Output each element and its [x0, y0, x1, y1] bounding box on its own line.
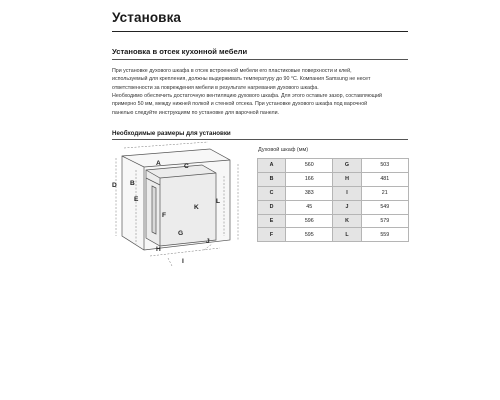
dimension-value: 596: [286, 214, 333, 228]
diagram-label: J: [206, 238, 210, 245]
paragraph-line: Необходимо обеспечить достаточную вентиляцию духового шкафа. Для этого оставьте зазор, составляющий: [112, 93, 383, 99]
table-row: [258, 172, 409, 186]
diagram-label: E: [134, 196, 139, 203]
table-row: [258, 159, 409, 173]
dimension-key: H: [333, 172, 361, 186]
dimension-key: J: [333, 200, 361, 214]
table-row: [258, 200, 409, 214]
paragraph-line: примерно 50 мм, между нижней полкой и стенкой отсека. При установке духового шкафа под варочной: [112, 101, 368, 108]
dimension-key: L: [333, 228, 361, 242]
paragraph-line: панелью следуйте инструкциям по установке для варочной панели.: [112, 109, 280, 116]
dimension-key: D: [258, 200, 286, 214]
table-row: [258, 214, 409, 228]
dimension-value: 595: [286, 228, 333, 242]
table-row: [258, 186, 409, 200]
diagram-label: K: [194, 204, 199, 211]
dimension-value: 549: [361, 200, 408, 214]
installation-diagram: [112, 140, 248, 270]
table-row: [258, 228, 409, 242]
oven-cabinet-drawing: [112, 140, 248, 270]
dimension-value: 503: [361, 159, 408, 173]
subsection-title: Установка в отсек кухонной мебели: [112, 47, 248, 56]
dimension-key: F: [258, 228, 286, 242]
dimension-key: C: [258, 186, 286, 200]
dimension-value: 166: [286, 172, 333, 186]
diagram-label: L: [216, 198, 221, 205]
paragraph-ventilation: [112, 92, 408, 117]
dimension-value: 383: [286, 186, 333, 200]
diagram-label: F: [162, 212, 167, 219]
dimension-key: A: [258, 159, 286, 173]
paragraph-furniture-heat: [112, 67, 408, 92]
dimension-value: 560: [286, 159, 333, 173]
diagram-label: D: [112, 182, 117, 189]
diagram-label: C: [184, 163, 189, 170]
dimension-value: 45: [286, 200, 333, 214]
dimension-key: B: [258, 172, 286, 186]
dimension-value: 559: [361, 228, 408, 242]
paragraph-line: При установке духового шкафа в отсек встроенной мебели его пластиковые поверхности и клей,: [112, 68, 352, 74]
paragraph-line: ответственности за повреждения мебели в результате нагревания духового шкафа.: [112, 84, 319, 91]
diagram-label: H: [156, 246, 161, 253]
table-caption: Духовой шкаф (мм): [258, 147, 309, 153]
section-title: Установка: [112, 10, 182, 25]
diagram-label: A: [156, 160, 161, 167]
subsection-divider: [112, 59, 408, 60]
dimension-value: 579: [361, 214, 408, 228]
diagram-label: I: [182, 258, 184, 265]
dimension-value: 21: [361, 186, 408, 200]
paragraph-line: используемый для крепления, должны выдерживать температуру до 90 °C. Компания Samsung не несет: [112, 76, 371, 83]
dimensions-table: [257, 158, 409, 242]
dimension-key: E: [258, 214, 286, 228]
dimension-key: I: [333, 186, 361, 200]
dimension-value: 481: [361, 172, 408, 186]
diagram-label: B: [130, 180, 135, 187]
dimension-key: G: [333, 159, 361, 173]
dimension-key: K: [333, 214, 361, 228]
title-divider: [112, 31, 408, 32]
dimensions-heading: Необходимые размеры для установки: [112, 130, 231, 137]
diagram-label: G: [178, 230, 184, 237]
